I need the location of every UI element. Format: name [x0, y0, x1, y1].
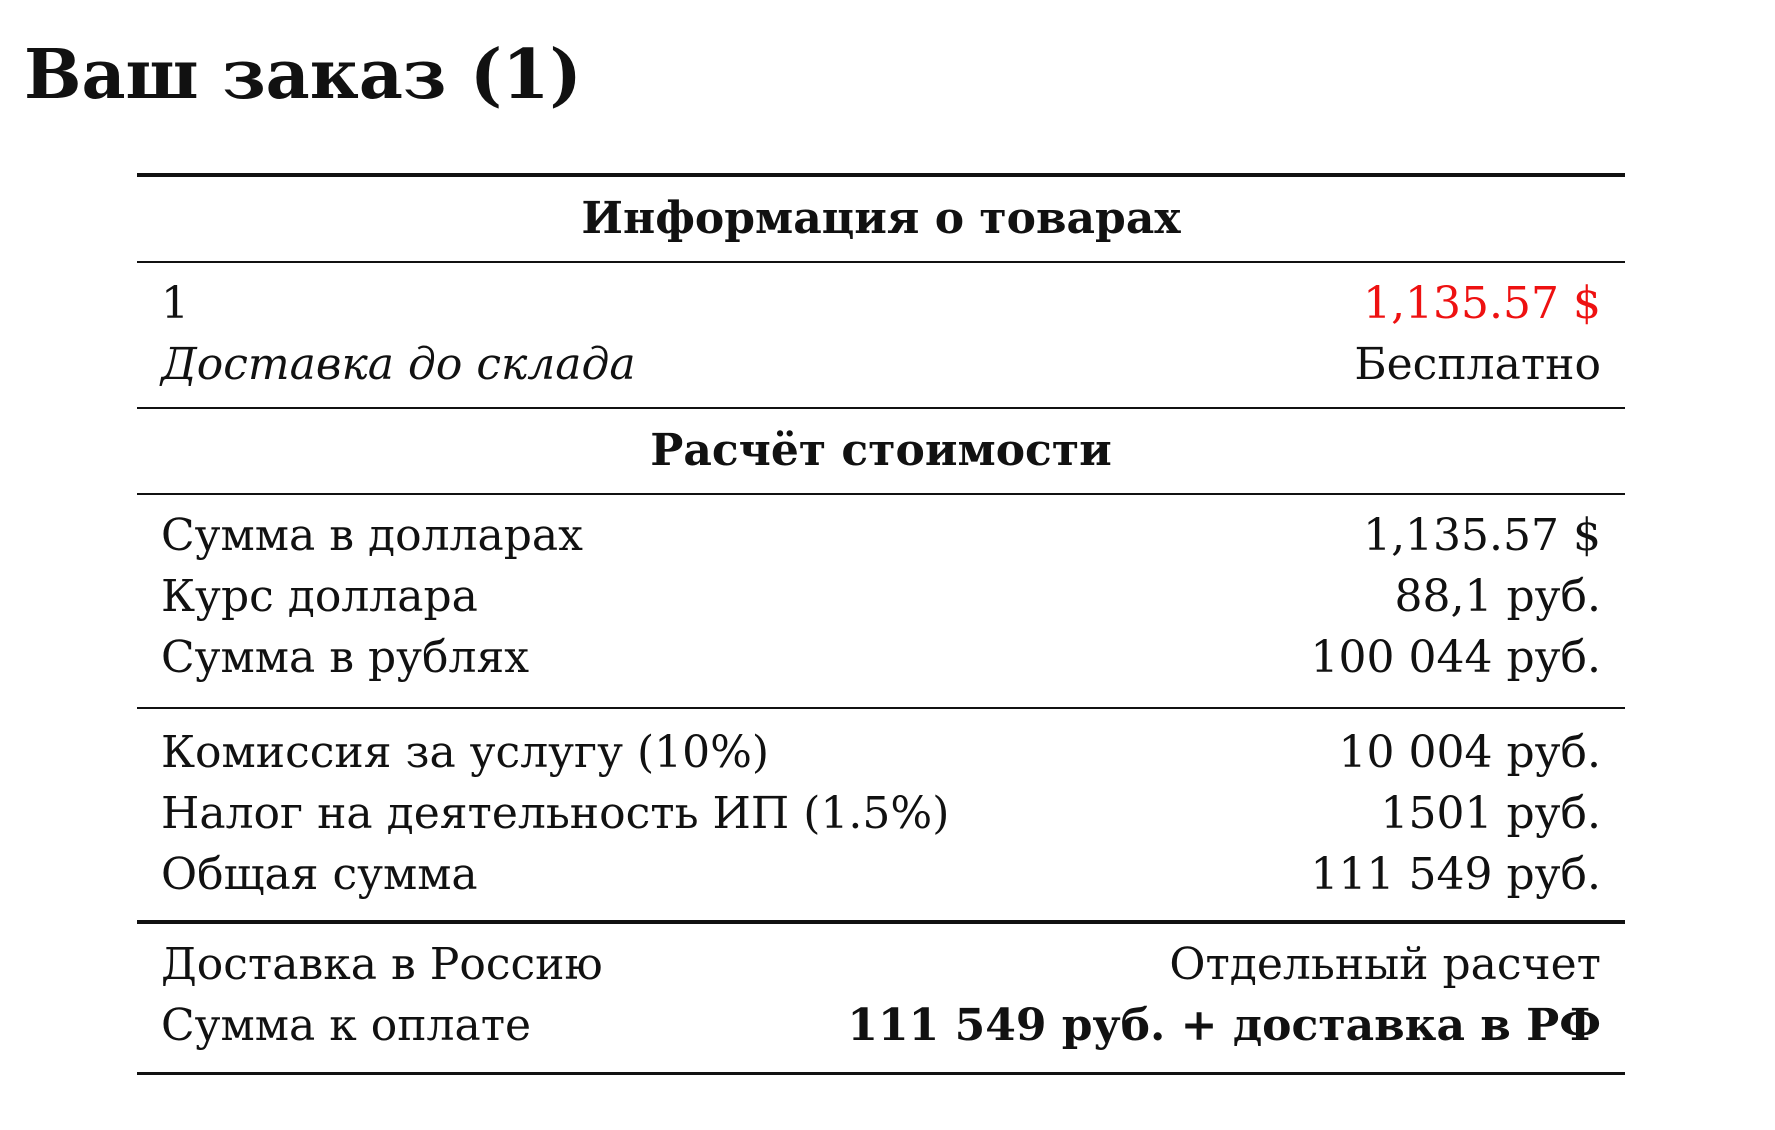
exchange-rate-value: 88,1 руб.	[1394, 571, 1601, 622]
tax-row	[161, 783, 1601, 844]
total-label: Общая сумма	[161, 849, 478, 900]
product-price: 1,135.57 $	[1363, 278, 1601, 329]
russia-delivery-label: Доставка в Россию	[161, 939, 603, 990]
sum-usd-value: 1,135.57 $	[1363, 510, 1601, 561]
service-fee-row	[161, 722, 1601, 783]
exchange-rate-row	[161, 566, 1601, 627]
products-block	[137, 263, 1625, 407]
calculation-section-header: Расчёт стоимости	[650, 425, 1112, 476]
warehouse-delivery-label: Доставка до склада	[161, 339, 636, 390]
final-block	[137, 924, 1625, 1072]
products-section-header: Информация о товарах	[581, 193, 1181, 244]
sum-usd-label: Сумма в долларах	[161, 510, 583, 561]
tax-label: Налог на деятельность ИП (1.5%)	[161, 788, 950, 839]
conversion-block	[137, 495, 1625, 707]
sum-rub-label: Сумма в рублях	[161, 632, 530, 683]
russia-delivery-value: Отдельный расчет	[1169, 939, 1601, 990]
warehouse-delivery-value: Бесплатно	[1354, 339, 1601, 390]
order-summary-table	[137, 173, 1625, 1075]
amount-due-row	[161, 995, 1601, 1056]
table-bottom-rule	[137, 1072, 1625, 1075]
product-row	[161, 273, 1601, 334]
exchange-rate-label: Курс доллара	[161, 571, 478, 622]
warehouse-delivery-row	[161, 334, 1601, 395]
sum-rub-row	[161, 627, 1601, 688]
amount-due-label: Сумма к оплате	[161, 1000, 532, 1051]
page-title: Ваш заказ (1)	[24, 35, 582, 115]
amount-due-value: 111 549 руб. + доставка в РФ	[847, 1000, 1601, 1051]
sum-usd-row	[161, 505, 1601, 566]
service-fee-value: 10 004 руб.	[1338, 727, 1601, 778]
sum-rub-value: 100 044 руб.	[1310, 632, 1601, 683]
russia-delivery-row	[161, 934, 1601, 995]
fees-block	[137, 709, 1625, 920]
product-name: 1	[161, 278, 189, 329]
total-value: 111 549 руб.	[1310, 849, 1601, 900]
service-fee-label: Комиссия за услугу (10%)	[161, 727, 770, 778]
total-row	[161, 844, 1601, 905]
tax-value: 1501 руб.	[1380, 788, 1601, 839]
